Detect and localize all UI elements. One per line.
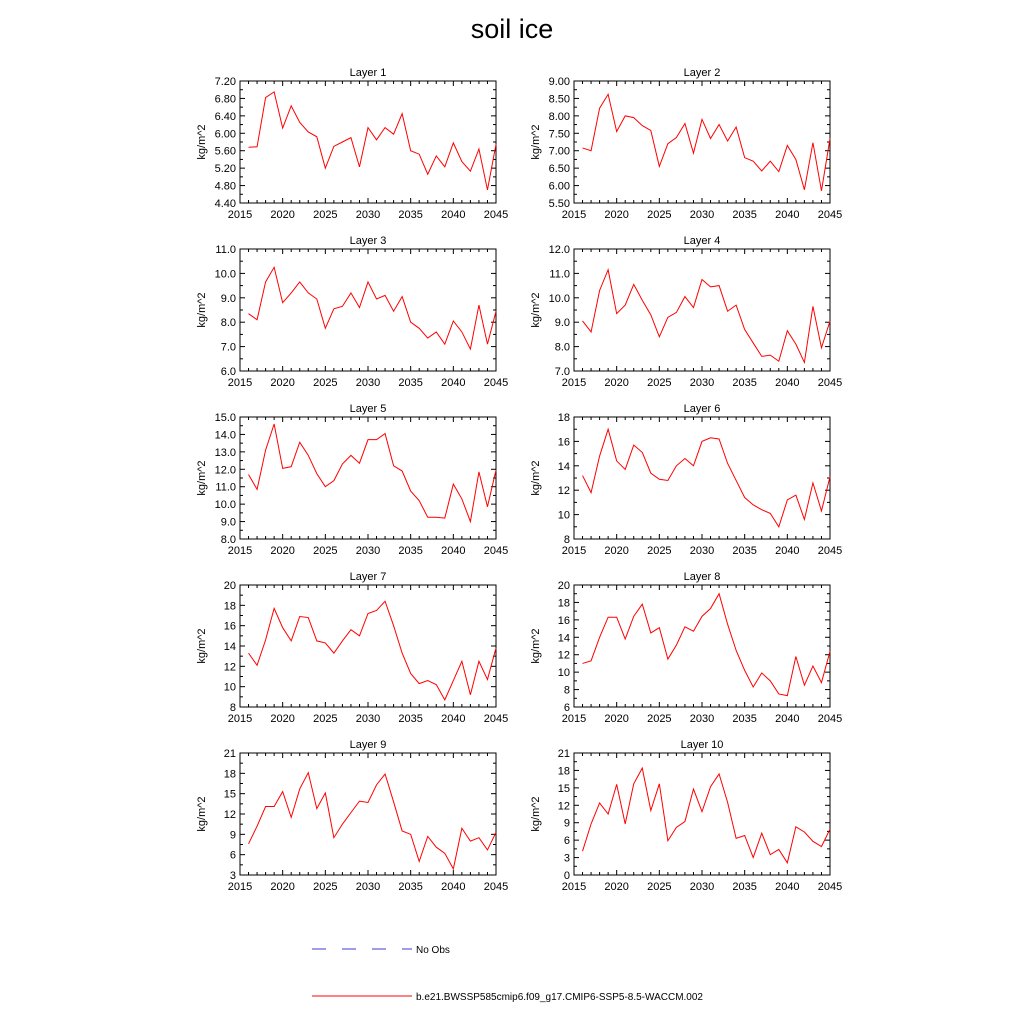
y-tick-label: 16 xyxy=(557,436,570,449)
legend-obs-label: No Obs xyxy=(416,945,450,956)
y-tick-label: 0 xyxy=(563,870,570,882)
y-tick-label: 8.0 xyxy=(220,534,236,546)
y-tick-label: 15.0 xyxy=(214,412,236,424)
y-tick-label: 12 xyxy=(557,485,570,498)
x-tick-label: 2040 xyxy=(441,377,466,389)
x-tick-label: 2040 xyxy=(775,881,800,893)
x-tick-label: 2015 xyxy=(227,545,253,557)
x-tick-label: 2020 xyxy=(604,377,629,389)
series-line xyxy=(583,429,830,527)
y-tick-label: 12 xyxy=(223,809,236,821)
y-tick-label: 12.0 xyxy=(548,244,570,256)
y-tick-label: 18 xyxy=(223,600,236,613)
x-tick-label: 2035 xyxy=(398,209,423,221)
x-tick-label: 2035 xyxy=(732,377,757,389)
x-tick-label: 2030 xyxy=(355,713,381,725)
x-tick-label: 2015 xyxy=(561,545,587,557)
x-tick-label: 2030 xyxy=(355,209,381,221)
y-tick-label: 6 xyxy=(563,702,570,714)
x-tick-label: 2035 xyxy=(398,713,423,725)
y-tick-label: 14 xyxy=(223,641,236,653)
y-tick-label: 7.50 xyxy=(548,128,570,141)
x-tick-label: 2040 xyxy=(441,713,466,725)
y-tick-label: 5.50 xyxy=(548,198,570,210)
y-tick-label: 8.00 xyxy=(548,110,570,123)
y-tick-label: 11.0 xyxy=(215,481,236,494)
x-tick-label: 2040 xyxy=(775,209,800,221)
y-tick-label: 10.0 xyxy=(214,499,236,512)
panel-title: Layer 10 xyxy=(680,739,724,751)
x-tick-label: 2030 xyxy=(689,545,715,557)
plot-frame xyxy=(574,753,830,875)
x-tick-label: 2020 xyxy=(270,881,295,893)
legend xyxy=(312,945,703,1003)
y-tick-label: 6.40 xyxy=(214,110,236,123)
x-tick-label: 2030 xyxy=(689,377,715,389)
y-tick-label: 6.00 xyxy=(214,128,236,141)
y-axis-label: kg/m^2 xyxy=(196,460,208,496)
x-tick-label: 2025 xyxy=(647,881,672,893)
y-tick-label: 21 xyxy=(557,748,570,760)
series-line xyxy=(583,270,830,363)
y-tick-label: 12 xyxy=(223,661,236,674)
plot-frame xyxy=(574,81,830,203)
panel-title: Layer 3 xyxy=(349,235,387,247)
y-axis-label: kg/m^2 xyxy=(530,124,542,160)
series-line xyxy=(249,773,496,869)
x-tick-label: 2040 xyxy=(775,377,800,389)
y-tick-label: 7.0 xyxy=(554,366,570,378)
y-tick-label: 16 xyxy=(557,614,570,627)
x-tick-label: 2020 xyxy=(270,713,295,725)
x-tick-label: 2045 xyxy=(817,881,843,893)
series-line xyxy=(249,601,496,700)
y-tick-label: 10 xyxy=(557,509,570,522)
y-tick-label: 6.00 xyxy=(548,180,570,193)
panel-layer-6 xyxy=(530,403,842,557)
x-tick-label: 2025 xyxy=(313,377,338,389)
x-tick-label: 2025 xyxy=(313,881,338,893)
y-tick-label: 9.00 xyxy=(548,76,570,88)
panel-layer-9 xyxy=(196,739,508,893)
y-tick-label: 12.0 xyxy=(214,464,236,477)
x-tick-label: 2020 xyxy=(270,545,295,557)
x-tick-label: 2020 xyxy=(604,713,629,725)
x-tick-label: 2040 xyxy=(775,713,800,725)
y-tick-label: 6.0 xyxy=(220,366,236,378)
x-tick-label: 2020 xyxy=(270,209,295,221)
y-tick-label: 11.0 xyxy=(549,268,570,281)
y-tick-label: 9.0 xyxy=(220,292,236,305)
y-tick-label: 5.60 xyxy=(214,145,236,158)
x-tick-label: 2045 xyxy=(817,713,843,725)
x-tick-label: 2045 xyxy=(817,545,843,557)
panel-layer-7 xyxy=(196,571,508,725)
y-tick-label: 21 xyxy=(223,748,236,760)
y-tick-label: 15 xyxy=(223,788,236,801)
y-tick-label: 9 xyxy=(229,829,236,842)
y-tick-label: 14 xyxy=(557,632,570,645)
y-tick-label: 10 xyxy=(223,681,236,694)
panel-title: Layer 4 xyxy=(683,235,721,247)
panel-layer-1 xyxy=(196,67,508,221)
x-tick-label: 2025 xyxy=(313,209,338,221)
x-tick-label: 2025 xyxy=(647,209,672,221)
plot-frame xyxy=(240,585,496,707)
panel-title: Layer 6 xyxy=(683,403,721,415)
x-tick-label: 2015 xyxy=(227,377,253,389)
panel-title: Layer 9 xyxy=(349,739,387,751)
x-tick-label: 2030 xyxy=(355,377,381,389)
x-tick-label: 2025 xyxy=(647,377,672,389)
x-tick-label: 2020 xyxy=(604,209,629,221)
y-tick-label: 8 xyxy=(229,702,236,714)
y-tick-label: 5.20 xyxy=(214,163,236,176)
panel-title: Layer 8 xyxy=(683,571,721,583)
y-tick-label: 6 xyxy=(563,835,570,848)
y-tick-label: 8 xyxy=(563,534,570,546)
x-tick-label: 2040 xyxy=(441,545,466,557)
y-tick-label: 12 xyxy=(557,800,570,813)
x-tick-label: 2035 xyxy=(398,545,423,557)
x-tick-label: 2015 xyxy=(227,209,253,221)
y-axis-label: kg/m^2 xyxy=(196,796,208,832)
y-tick-label: 18 xyxy=(557,597,570,610)
x-tick-label: 2030 xyxy=(355,545,381,557)
y-axis-label: kg/m^2 xyxy=(530,292,542,328)
y-tick-label: 12 xyxy=(557,649,570,662)
page-title: soil ice xyxy=(470,14,554,44)
y-tick-label: 10.0 xyxy=(214,268,236,281)
x-tick-label: 2035 xyxy=(732,545,757,557)
y-tick-label: 15 xyxy=(557,782,570,795)
x-tick-label: 2025 xyxy=(647,713,672,725)
x-tick-label: 2015 xyxy=(561,377,587,389)
plot-frame xyxy=(240,81,496,203)
x-tick-label: 2015 xyxy=(227,881,253,893)
y-tick-label: 18 xyxy=(557,765,570,778)
x-tick-label: 2020 xyxy=(604,881,629,893)
y-tick-label: 7.20 xyxy=(214,76,236,88)
x-tick-label: 2015 xyxy=(561,713,587,725)
x-tick-label: 2015 xyxy=(561,209,587,221)
y-axis-label: kg/m^2 xyxy=(530,796,542,832)
x-tick-label: 2025 xyxy=(313,545,338,557)
x-tick-label: 2040 xyxy=(441,209,466,221)
x-tick-label: 2025 xyxy=(313,713,338,725)
y-axis-label: kg/m^2 xyxy=(530,628,542,664)
x-tick-label: 2045 xyxy=(483,545,509,557)
panel-title: Layer 5 xyxy=(349,403,387,415)
panel-layer-5 xyxy=(196,403,508,557)
y-tick-label: 7.0 xyxy=(220,341,236,354)
y-tick-label: 13.0 xyxy=(214,446,236,459)
series-line xyxy=(249,424,496,522)
x-tick-label: 2030 xyxy=(689,713,715,725)
series-line xyxy=(583,594,830,696)
y-axis-label: kg/m^2 xyxy=(196,124,208,160)
y-tick-label: 8.50 xyxy=(548,93,570,106)
x-tick-label: 2045 xyxy=(483,377,509,389)
x-tick-label: 2035 xyxy=(398,377,423,389)
plot-frame xyxy=(574,417,830,539)
panel-title: Layer 2 xyxy=(683,67,721,79)
y-tick-label: 9.0 xyxy=(554,317,570,330)
panel-layer-3 xyxy=(196,235,508,389)
plot-frame xyxy=(574,249,830,371)
y-tick-label: 20 xyxy=(223,580,236,592)
x-tick-label: 2040 xyxy=(441,881,466,893)
panel-layer-4 xyxy=(530,235,842,389)
x-tick-label: 2045 xyxy=(817,209,843,221)
y-tick-label: 3 xyxy=(563,852,570,865)
y-tick-label: 8.0 xyxy=(554,341,570,354)
x-tick-label: 2020 xyxy=(270,377,295,389)
x-tick-label: 2030 xyxy=(355,881,381,893)
y-tick-label: 18 xyxy=(557,412,570,424)
panel-layer-8 xyxy=(530,571,842,725)
y-axis-label: kg/m^2 xyxy=(530,460,542,496)
x-tick-label: 2030 xyxy=(689,881,715,893)
y-tick-label: 4.80 xyxy=(214,180,236,193)
panel-title: Layer 7 xyxy=(349,571,387,583)
plot-frame xyxy=(240,249,496,371)
series-line xyxy=(583,768,830,863)
y-tick-label: 14.0 xyxy=(214,429,236,442)
y-tick-label: 10 xyxy=(557,667,570,680)
x-tick-label: 2025 xyxy=(647,545,672,557)
panel-layer-2 xyxy=(530,67,842,221)
x-tick-label: 2045 xyxy=(483,713,509,725)
y-tick-label: 6.80 xyxy=(214,93,236,106)
x-tick-label: 2035 xyxy=(732,209,757,221)
x-tick-label: 2035 xyxy=(398,881,423,893)
y-axis-label: kg/m^2 xyxy=(196,628,208,664)
y-tick-label: 6.50 xyxy=(548,163,570,176)
x-tick-label: 2045 xyxy=(483,209,509,221)
plot-frame xyxy=(240,417,496,539)
plot-frame xyxy=(574,585,830,707)
x-tick-label: 2035 xyxy=(732,881,757,893)
y-tick-label: 8.0 xyxy=(220,317,236,330)
x-tick-label: 2015 xyxy=(227,713,253,725)
series-line xyxy=(583,94,830,191)
y-tick-label: 9.0 xyxy=(220,516,236,529)
y-tick-label: 9 xyxy=(563,817,570,830)
panel-layer-10 xyxy=(530,739,842,893)
y-tick-label: 4.40 xyxy=(214,198,236,210)
panel-title: Layer 1 xyxy=(349,67,387,79)
x-tick-label: 2045 xyxy=(483,881,509,893)
y-tick-label: 7.00 xyxy=(548,145,570,158)
y-tick-label: 18 xyxy=(223,768,236,781)
x-tick-label: 2045 xyxy=(817,377,843,389)
y-tick-label: 10.0 xyxy=(548,292,570,305)
y-tick-label: 14 xyxy=(557,460,570,473)
y-tick-label: 20 xyxy=(557,580,570,592)
plot-frame xyxy=(240,753,496,875)
y-tick-label: 11.0 xyxy=(215,244,236,256)
series-line xyxy=(249,92,496,190)
legend-model-label: b.e21.BWSSP585cmip6.f09_g17.CMIP6-SSP5-8.5-WACCM.002 xyxy=(416,992,703,1003)
y-axis-label: kg/m^2 xyxy=(196,292,208,328)
y-tick-label: 16 xyxy=(223,620,236,633)
y-tick-label: 6 xyxy=(229,849,236,862)
x-tick-label: 2030 xyxy=(689,209,715,221)
x-tick-label: 2020 xyxy=(604,545,629,557)
x-tick-label: 2035 xyxy=(732,713,757,725)
series-line xyxy=(249,267,496,349)
y-tick-label: 3 xyxy=(229,870,236,882)
y-tick-label: 8 xyxy=(563,684,570,697)
x-tick-label: 2040 xyxy=(775,545,800,557)
x-tick-label: 2015 xyxy=(561,881,587,893)
